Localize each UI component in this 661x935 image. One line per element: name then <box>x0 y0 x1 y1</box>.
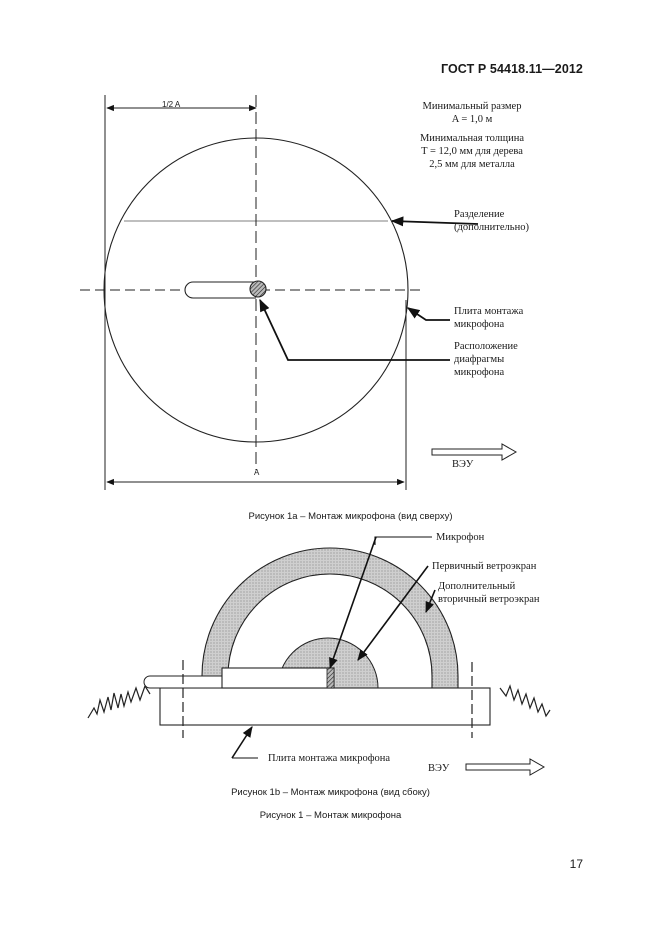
leader-plate-side-arrow <box>232 727 252 758</box>
label-secondary-windscreen-1: Дополнительный <box>438 581 516 592</box>
label-plate-2: микрофона <box>454 319 505 330</box>
label-wind-1a: ВЭУ <box>452 459 474 470</box>
mounting-plate-side <box>160 688 490 725</box>
label-microphone: Микрофон <box>436 532 485 543</box>
note-thickness-wood: T = 12,0 мм для дерева <box>421 146 523 157</box>
label-mounting-plate: Плита монтажа микрофона <box>268 753 391 764</box>
microphone-capsule <box>222 668 334 688</box>
label-diaphragm-2: диафрагмы <box>454 354 505 365</box>
ground-left <box>88 686 150 718</box>
caption-figure-1a: Рисунок 1а – Монтаж микрофона (вид сверху) <box>248 511 453 522</box>
label-split-1: Разделение <box>454 209 505 220</box>
document-header: ГОСТ Р 54418.11—2012 <box>440 62 583 76</box>
microphone-diaphragm <box>327 668 334 688</box>
label-primary-windscreen: Первичный ветроэкран <box>432 561 537 572</box>
microphone-slot <box>185 282 256 298</box>
label-diaphragm-1: Расположение <box>454 341 518 352</box>
diaphragm-position <box>250 281 266 297</box>
note-thickness-title: Минимальная толщина <box>419 133 525 144</box>
page-number: 17 <box>569 857 583 871</box>
caption-figure-1: Рисунок 1 – Монтаж микрофона <box>259 810 402 821</box>
wind-arrow-1a <box>432 444 516 460</box>
label-split-2: (дополнительно) <box>454 222 529 233</box>
note-thickness-metal: 2,5 мм для металла <box>429 159 515 170</box>
note-size-title: Минимальный размер <box>422 101 522 112</box>
wind-arrow-1b <box>466 759 544 775</box>
label-plate-1: Плита монтажа <box>454 306 524 317</box>
caption-figure-1b: Рисунок 1b – Монтаж микрофона (вид сбоку) <box>231 787 430 798</box>
dimension-half-label: 1/2 A <box>162 100 181 109</box>
ground-right <box>500 686 550 716</box>
note-size-value: A = 1,0 м <box>451 114 493 125</box>
leader-plate <box>408 308 450 320</box>
leader-diaphragm <box>260 300 450 360</box>
dimension-full-label: A <box>254 468 260 477</box>
label-secondary-windscreen-2: вторичный ветроэкран <box>438 594 540 605</box>
label-diaphragm-3: микрофона <box>454 367 505 378</box>
label-wind-1b: ВЭУ <box>428 763 450 774</box>
leader-mic <box>375 537 432 545</box>
